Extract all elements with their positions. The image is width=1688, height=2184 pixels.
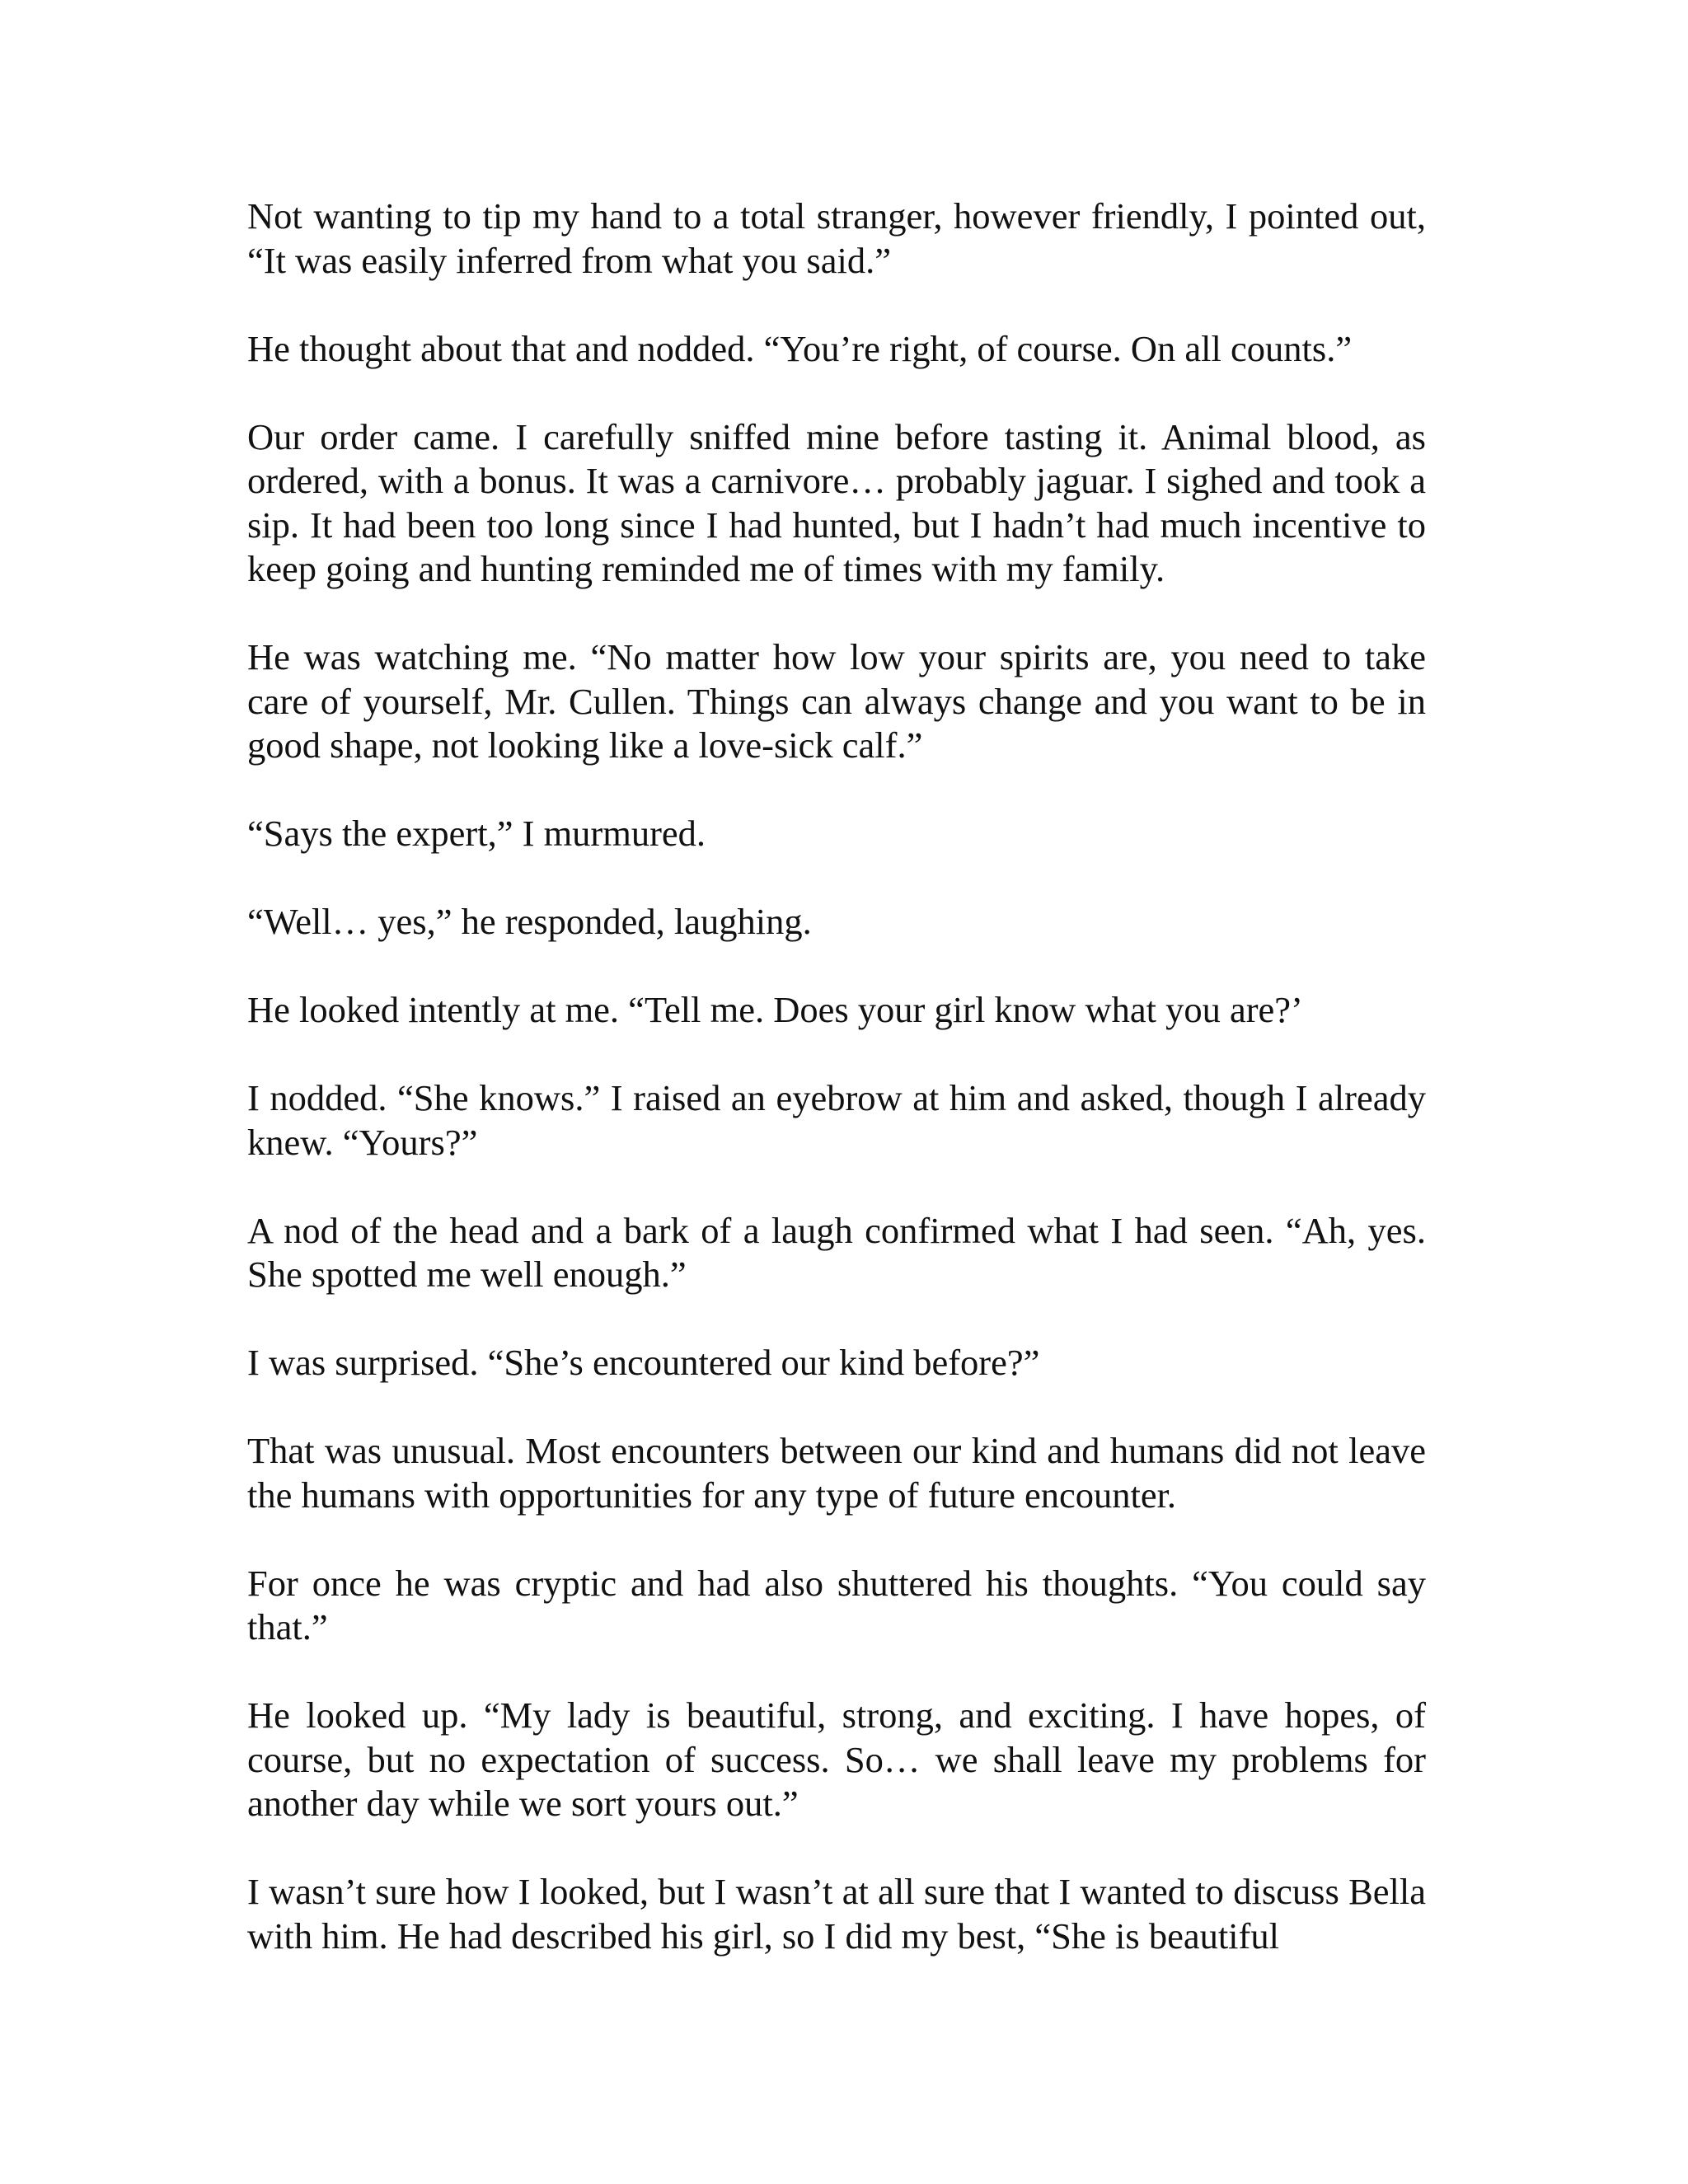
paragraph: “Says the expert,” I murmured. bbox=[247, 813, 706, 854]
paragraph: Not wanting to tip my hand to a total stranger, however friendly, I pointed out, “It was easily inferred from what you said.” bbox=[247, 195, 1426, 281]
paragraph: For once he was cryptic and had also shuttered his thoughts. “You could say that.” bbox=[247, 1562, 1426, 1647]
paragraph: “Well… yes,” he responded, laughing. bbox=[247, 901, 812, 942]
paragraph: He looked intently at me. “Tell me. Does your girl know what you are?’ bbox=[247, 989, 1303, 1030]
paragraph: A nod of the head and a bark of a laugh confirmed what I had seen. “Ah, yes. She spotted me well enough.” bbox=[247, 1209, 1426, 1295]
paragraph: That was unusual. Most encounters between our kind and humans did not leave the humans with opportunities for any type of future encounter. bbox=[247, 1430, 1426, 1516]
paragraph: He looked up. “My lady is beautiful, strong, and exciting. I have hopes, of course, but no expectation of success. So… we shall leave my problems for another day while we sort yours out.” bbox=[247, 1694, 1426, 1824]
paragraph: Our order came. I carefully sniffed mine before tasting it. Animal blood, as ordered, with a bonus. It was a carnivore… probably jaguar. I sighed and took a sip. It had been too long since I had hunted, but I hadn’t had much incentive to keep going and hunting reminded me of times with my family. bbox=[247, 415, 1426, 589]
paragraph: He was watching me. “No matter how low your spirits are, you need to take care of yourself, Mr. Cullen. Things can always change and you want to be in good shape, not looking like a love-sick calf.” bbox=[247, 636, 1426, 766]
paragraph: I nodded. “She knows.” I raised an eyebrow at him and asked, though I already knew. “Yours?” bbox=[247, 1077, 1426, 1163]
body-text bbox=[247, 194, 1426, 1958]
paragraph: He thought about that and nodded. “You’re right, of course. On all counts.” bbox=[247, 327, 1353, 369]
paragraph: I wasn’t sure how I looked, but I wasn’t at all sure that I wanted to discuss Bella with him. He had described his girl, so I did my best, “She is beautiful bbox=[247, 1871, 1426, 1957]
paragraph: I was surprised. “She’s encountered our kind before?” bbox=[247, 1342, 1040, 1383]
